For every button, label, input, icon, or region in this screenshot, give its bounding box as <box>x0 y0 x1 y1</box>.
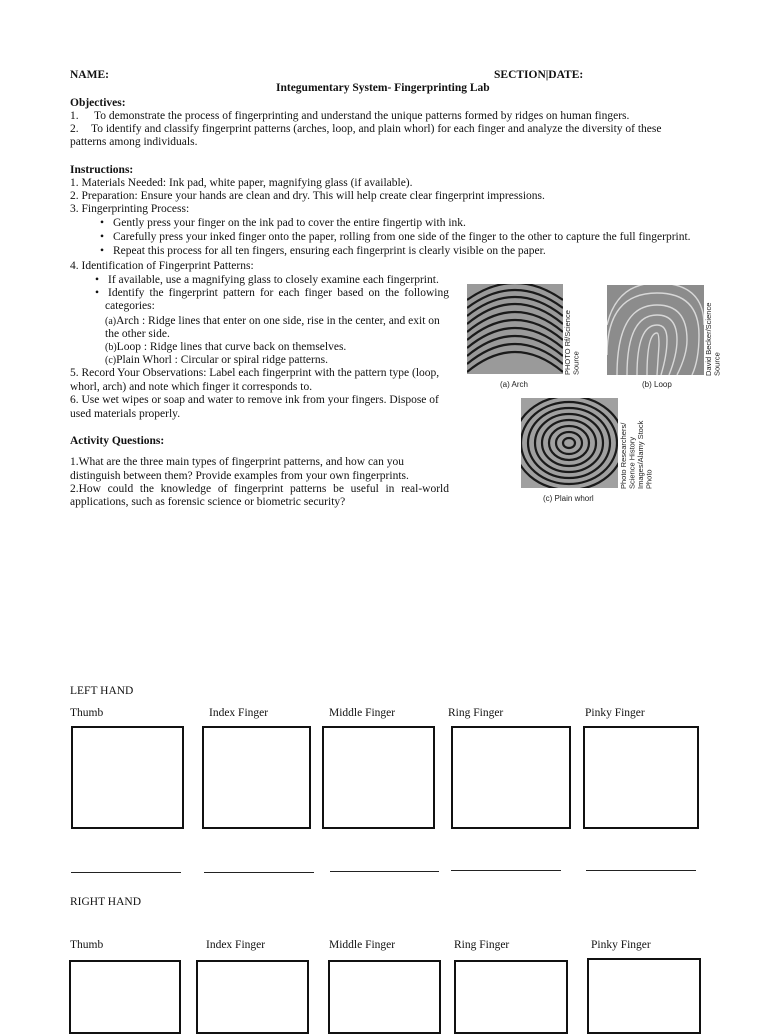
instruction-step-4: 4. Identification of Fingerprint Patterns: <box>70 260 254 272</box>
left-middle-answer-line[interactable] <box>330 871 439 872</box>
right-thumb-label: Thumb <box>70 939 104 951</box>
fingerprint-whorl-image <box>521 398 618 488</box>
instruction-step-6: 6. Use wet wipes or soap and water to remove ink from your fingers. Dispose of <box>70 394 439 406</box>
instruction-step-3: 3. Fingerprinting Process: <box>70 203 190 215</box>
right-middle-label: Middle Finger <box>329 939 396 951</box>
arch-prefix: (a) <box>105 316 117 327</box>
loop-credit: David Becker/Science Source <box>704 302 722 376</box>
objective-1-text: To demonstrate the process of fingerprinting and understand the unique patterns formed by ridges on human fingers. <box>94 110 630 122</box>
instructions-heading: Instructions: <box>70 164 134 176</box>
name-label: NAME: <box>70 69 109 81</box>
left-pinky-print-box[interactable] <box>583 726 699 829</box>
step-4-bullet-2: • Identify the fingerprint pattern for each finger based on the following <box>108 287 449 300</box>
right-pinky-print-box[interactable] <box>587 958 701 1034</box>
whorl-credit: Photo Researchers/ Science History Images/Alamy Stock Photo <box>619 420 654 489</box>
right-middle-print-box[interactable] <box>328 960 441 1034</box>
instruction-step-5-cont: whorl, arch) and note which finger it corresponds to. <box>70 381 313 393</box>
objective-2-text: To identify and classify fingerprint patterns (arches, loop, and plain whorl) for each finger and analyze the diversity of these <box>91 123 662 135</box>
question-2-cont: applications, such as forensic science or biometric security? <box>70 496 346 508</box>
left-pinky-answer-line[interactable] <box>586 870 696 871</box>
objectives-heading: Objectives: <box>70 97 126 109</box>
whorl-caption: (c) Plain whorl <box>543 494 594 503</box>
left-ring-label: Ring Finger <box>448 707 504 719</box>
arch-text: Arch : Ridge lines that enter on one side, rise in the center, and exit on <box>116 315 440 327</box>
left-middle-print-box[interactable] <box>322 726 435 829</box>
right-index-print-box[interactable] <box>196 960 309 1034</box>
left-ring-print-box[interactable] <box>451 726 571 829</box>
category-loop <box>105 341 346 354</box>
category-arch <box>105 315 449 328</box>
left-ring-answer-line[interactable] <box>451 870 561 871</box>
step-3-bullet-1: • Gently press your finger on the ink pad to cover the entire fingertip with ink. <box>113 217 466 230</box>
step-4-bullet-2-cont: categories: <box>105 300 155 312</box>
fingerprint-arch-image <box>467 284 563 374</box>
step-3-bullet-2: • Carefully press your inked finger onto the paper, rolling from one side of the finger to the other to capture the full fingerprint. <box>113 231 691 244</box>
fingerprint-loop-image <box>607 285 704 375</box>
loop-caption: (b) Loop <box>642 380 672 389</box>
objective-1-num: 1. <box>70 110 79 122</box>
left-middle-label: Middle Finger <box>329 707 396 719</box>
right-thumb-print-box[interactable] <box>69 960 181 1034</box>
arch-credit: PHOTO Rf/Science Source <box>563 310 581 375</box>
section-date-label: SECTION|DATE: <box>494 69 584 81</box>
whorl-text: Plain Whorl : Circular or spiral ridge patterns. <box>116 354 328 366</box>
right-ring-label: Ring Finger <box>454 939 510 951</box>
arch-caption: (a) Arch <box>500 380 529 389</box>
left-index-label: Index Finger <box>209 707 269 719</box>
left-hand-heading: LEFT HAND <box>70 685 134 697</box>
left-index-answer-line[interactable] <box>204 872 314 873</box>
loop-prefix: (b) <box>105 342 117 353</box>
whorl-prefix: (c) <box>105 355 117 366</box>
left-index-print-box[interactable] <box>202 726 311 829</box>
question-1: 1.What are the three main types of fingerprint patterns, and how can you <box>70 456 405 468</box>
objective-2-num: 2. <box>70 123 79 135</box>
category-arch-cont: the other side. <box>105 328 170 340</box>
question-1-cont: distinguish between them? Provide examples from your own fingerprints. <box>70 470 409 482</box>
left-thumb-answer-line[interactable] <box>71 872 181 873</box>
category-whorl <box>105 354 328 367</box>
left-thumb-label: Thumb <box>70 707 104 719</box>
left-thumb-print-box[interactable] <box>71 726 184 829</box>
instruction-step-6-cont: used materials properly. <box>70 408 181 420</box>
loop-text: Loop : Ridge lines that curve back on themselves. <box>116 341 347 353</box>
instruction-step-2: 2. Preparation: Ensure your hands are clean and dry. This will help create clear fingerprint impressions. <box>70 190 545 202</box>
right-index-label: Index Finger <box>206 939 266 951</box>
instruction-step-1: 1. Materials Needed: Ink pad, white paper, magnifying glass (if available). <box>70 177 413 189</box>
question-2: 2.How could the knowledge of fingerprint patterns be useful in real-world <box>70 483 449 495</box>
instruction-step-5: 5. Record Your Observations: Label each fingerprint with the pattern type (loop, <box>70 367 440 379</box>
objective-2-text-cont: patterns among individuals. <box>70 136 198 148</box>
page-title: Integumentary System- Fingerprinting Lab <box>276 82 490 94</box>
step-4-bullet-1: • If available, use a magnifying glass to closely examine each fingerprint. <box>108 274 439 287</box>
right-hand-heading: RIGHT HAND <box>70 896 142 908</box>
activity-heading: Activity Questions: <box>70 435 165 447</box>
left-pinky-label: Pinky Finger <box>585 707 645 719</box>
right-pinky-label: Pinky Finger <box>591 939 651 951</box>
right-ring-print-box[interactable] <box>454 960 568 1034</box>
step-3-bullet-3: • Repeat this process for all ten fingers, ensuring each fingerprint is clearly visible on the paper. <box>113 245 546 258</box>
